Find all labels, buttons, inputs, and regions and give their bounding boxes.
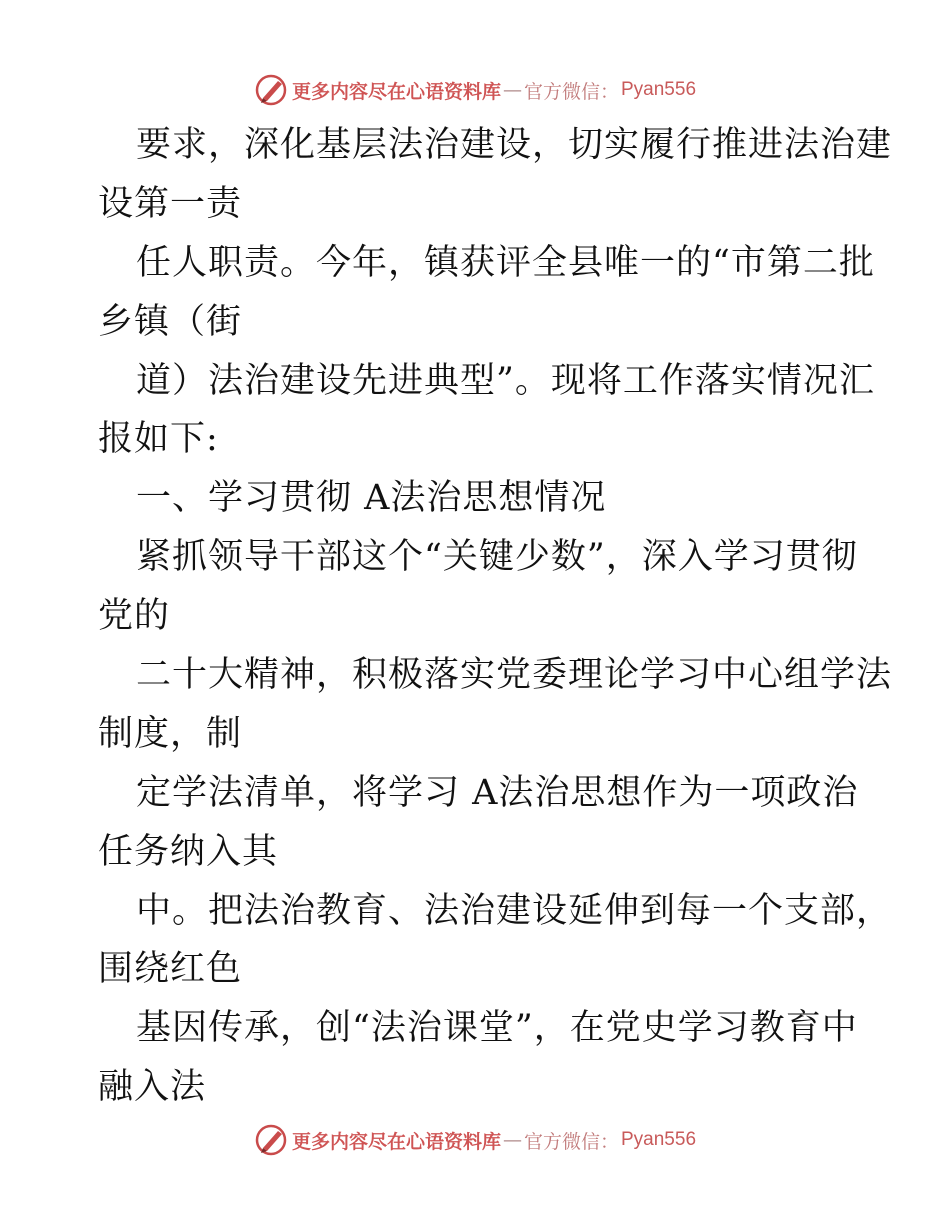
banner-wechat-label: 官方微信： (523, 80, 619, 103)
text-line: 中。把法治教育、法治建设延伸到每一个支部， (136, 890, 893, 931)
text-line: 道）法治建设先进典型”。现将工作落实情况汇 (136, 360, 875, 401)
banner-main-text: 更多内容尽在心语资料库 (291, 1130, 501, 1153)
text-line: 设第一责 (98, 183, 243, 224)
banner-dash: — (502, 79, 522, 101)
footer-watermark-banner (0, 1120, 950, 1160)
text-line: 乡镇（街 (98, 301, 243, 342)
text-line: 任务纳入其 (98, 831, 279, 872)
banner-main-text: 更多内容尽在心语资料库 (291, 80, 501, 103)
header-watermark-banner (0, 70, 950, 110)
banner-dash: — (502, 1129, 522, 1151)
banner-wechat-label: 官方微信： (523, 1130, 619, 1153)
text-line: 要求，深化基层法治建设，切实履行推进法治建 (136, 125, 893, 165)
text-line: 报如下: (98, 419, 219, 460)
text-line: 围绕红色 (98, 949, 243, 990)
document-body (98, 116, 893, 1117)
text-line: 基因传承，创“法治课堂”，在党史学习教育中 (136, 1008, 858, 1049)
banner-wechat-id: Pyan556 (621, 79, 697, 100)
pen-logo-icon (254, 1123, 288, 1157)
text-line: 任人职责。今年，镇获评全县唯一的“市第二批 (136, 242, 875, 283)
text-line: 融入法 (98, 1067, 207, 1108)
text-line: 制度，制 (98, 713, 243, 754)
banner-wechat-id: Pyan556 (621, 1129, 697, 1150)
text-line: 紧抓领导干部这个“关键少数”，深入学习贯彻 (136, 537, 858, 578)
pen-logo-icon (254, 73, 288, 107)
section-heading: 一、学习贯彻 A法治思想情况 (136, 478, 607, 519)
text-line: 二十大精神，积极落实党委理论学习中心组学法 (136, 655, 893, 696)
text-line: 党的 (98, 596, 171, 637)
text-line: 定学法清单，将学习 A法治思想作为一项政治 (136, 772, 859, 813)
